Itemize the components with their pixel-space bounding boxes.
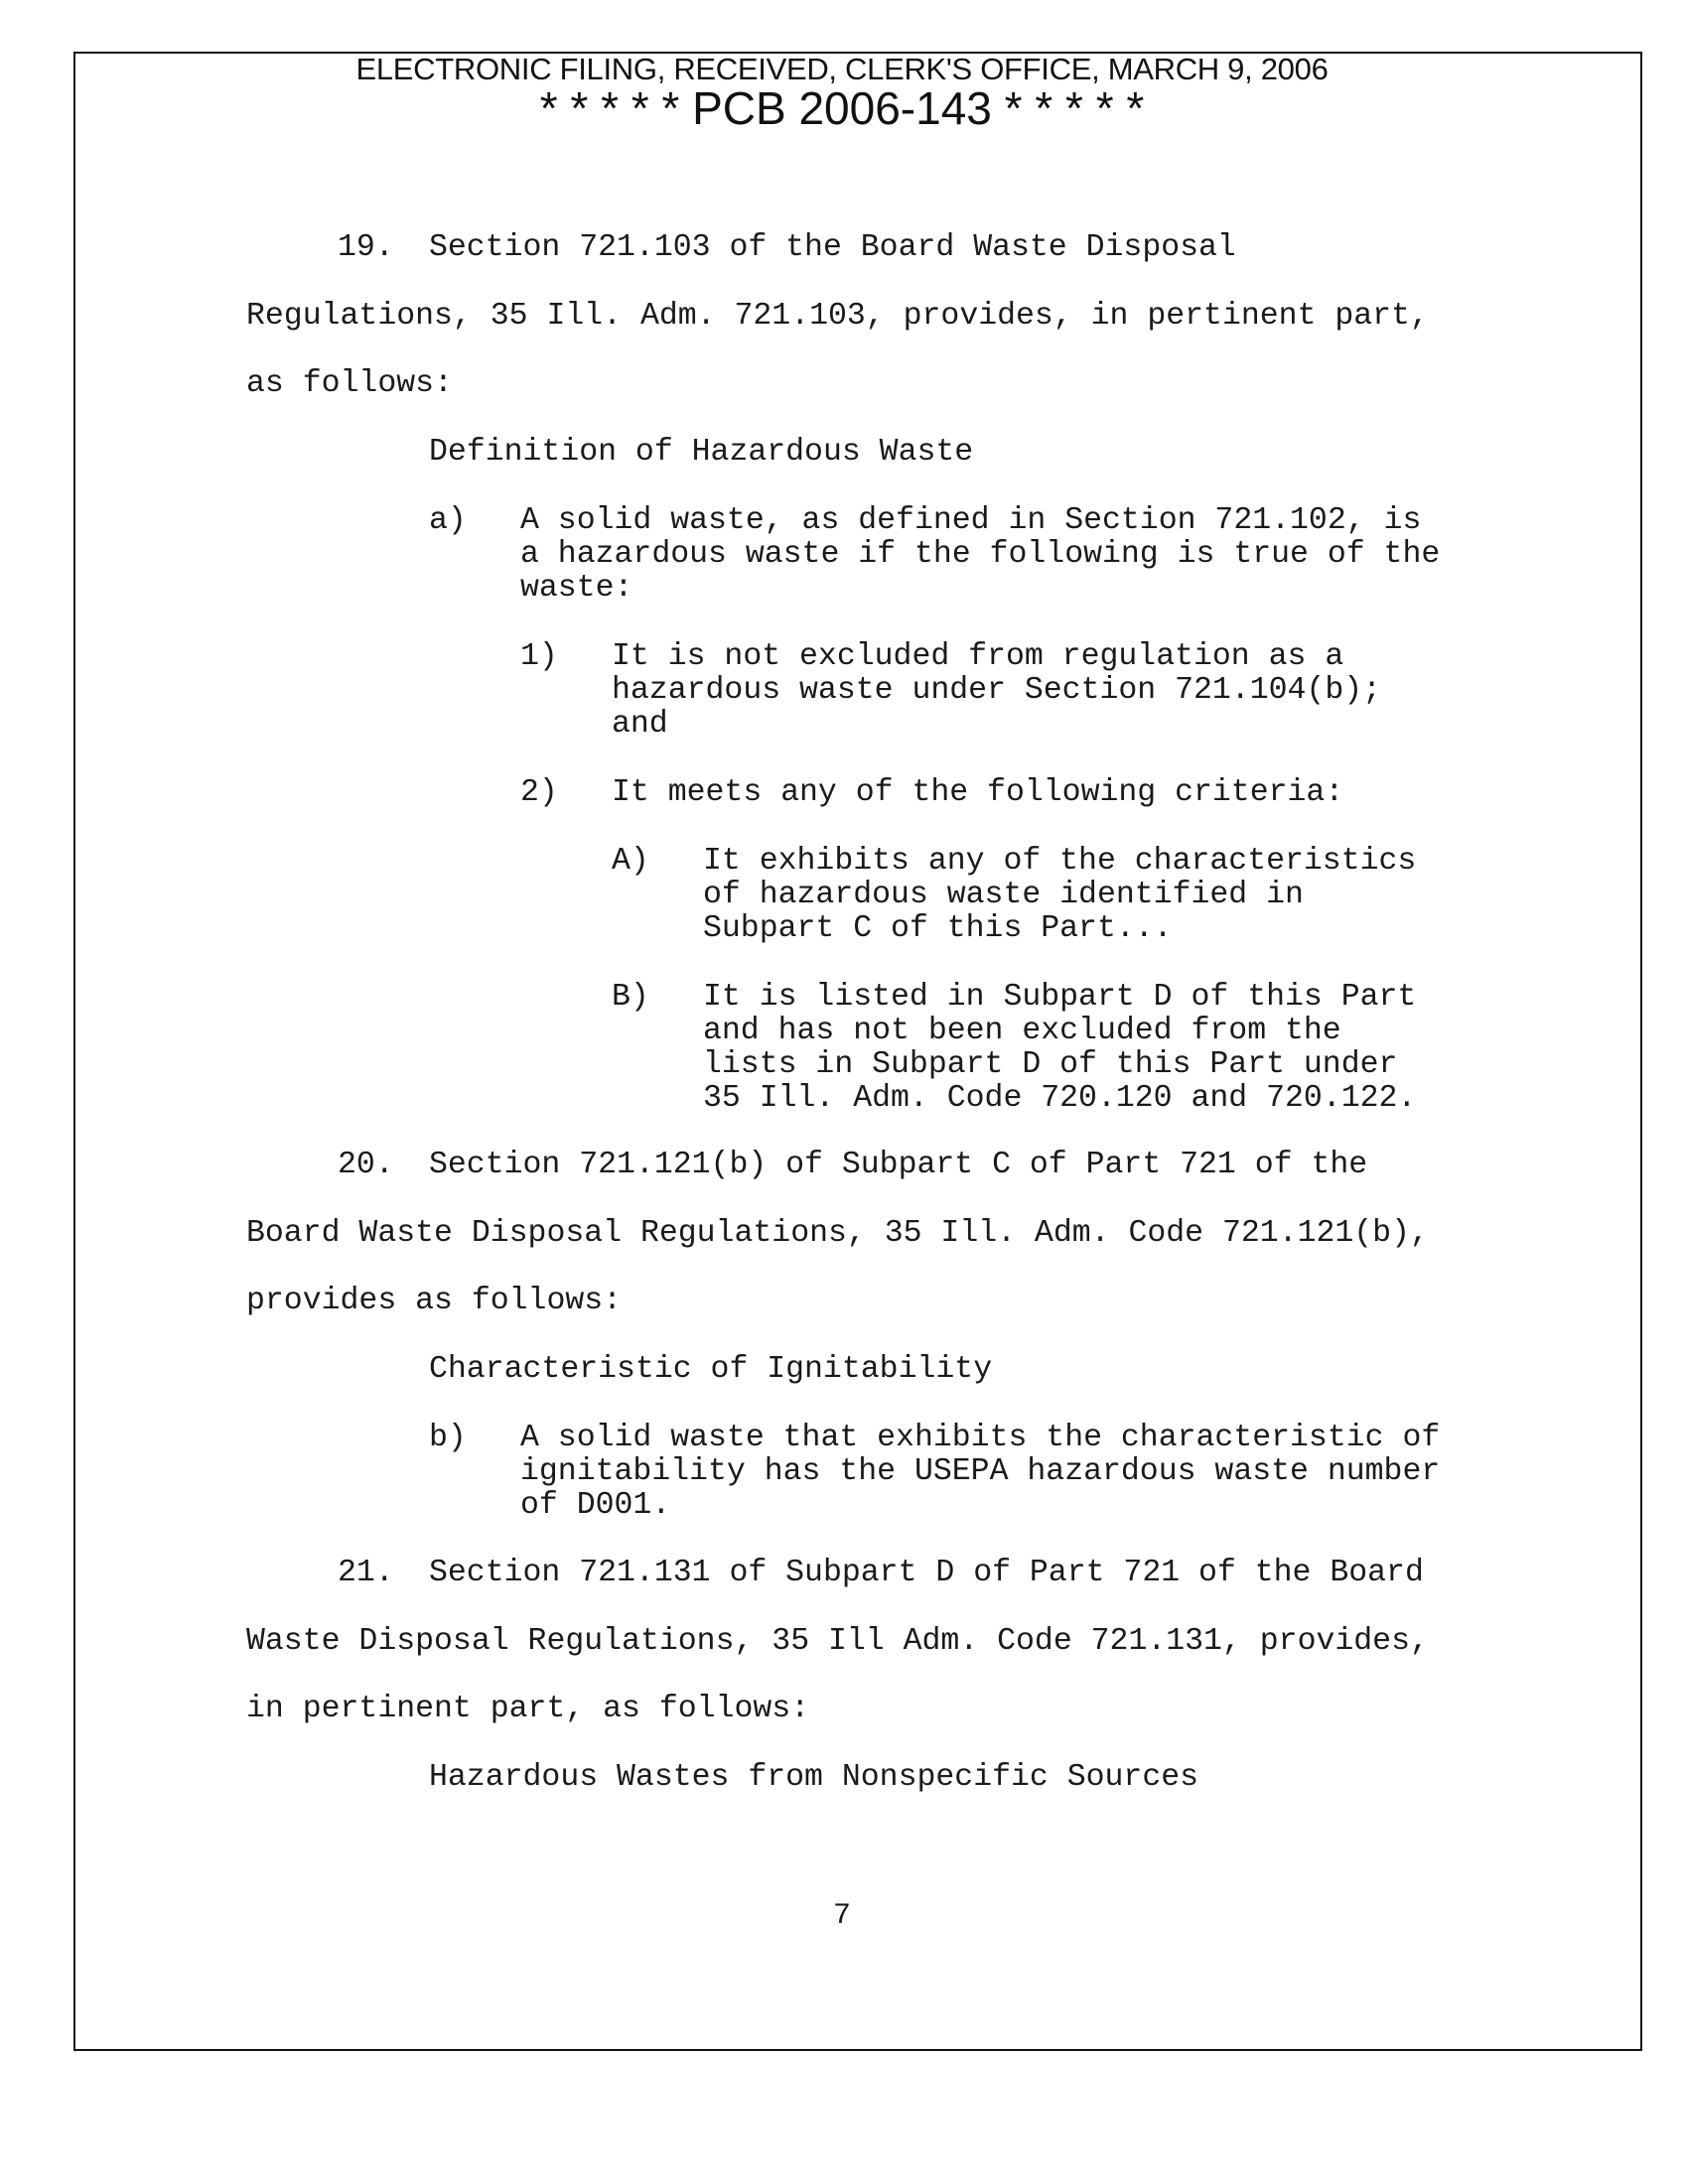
paragraph-text: Board Waste Disposal Regulations, 35 Ill. Adm. Code 721.121(b),: [246, 1216, 1429, 1251]
paragraph-text: in pertinent part, as follows:: [246, 1692, 810, 1726]
list-item-text: ignitability has the USEPA hazardous waste number: [520, 1454, 1441, 1489]
section-heading: Definition of Hazardous Waste: [429, 435, 974, 470]
list-item-text: A solid waste, as defined in Section 721.102, is: [520, 503, 1422, 538]
paragraph-text: Section 721.131 of Subpart D of Part 721 of the Board: [429, 1556, 1424, 1590]
list-marker: 1): [520, 639, 558, 674]
list-marker: 2): [520, 775, 558, 810]
list-marker: a): [429, 503, 467, 538]
list-item-text: and: [612, 707, 668, 742]
paragraph-text: as follows:: [246, 366, 453, 401]
list-item-text: of D001.: [520, 1488, 671, 1523]
list-item-text: of hazardous waste identified in: [703, 878, 1304, 912]
paragraph-text: Waste Disposal Regulations, 35 Ill Adm. Code 721.131, provides,: [246, 1624, 1429, 1659]
list-item-text: hazardous waste under Section 721.104(b);: [612, 673, 1382, 708]
section-heading: Hazardous Wastes from Nonspecific Sources: [429, 1760, 1199, 1795]
paragraph-text: Section 721.103 of the Board Waste Disposal: [429, 230, 1236, 265]
paragraph-text: Section 721.121(b) of Subpart C of Part 721 of the: [429, 1148, 1368, 1182]
list-item-text: It is not excluded from regulation as a: [612, 639, 1344, 674]
section-heading: Characteristic of Ignitability: [429, 1352, 993, 1387]
paragraph-number: 20.: [338, 1148, 394, 1182]
list-marker: A): [612, 844, 649, 879]
list-item-text: It is listed in Subpart D of this Part: [703, 980, 1417, 1015]
list-marker: b): [429, 1421, 467, 1455]
list-item-text: lists in Subpart D of this Part under: [703, 1047, 1398, 1082]
list-item-text: Subpart C of this Part...: [703, 911, 1173, 946]
paragraph-text: provides as follows:: [246, 1284, 623, 1318]
list-item-text: It meets any of the following criteria:: [612, 775, 1344, 810]
list-item-text: waste:: [520, 571, 633, 606]
list-item-text: A solid waste that exhibits the characteristic of: [520, 1421, 1441, 1455]
list-item-text: 35 Ill. Adm. Code 720.120 and 720.122.: [703, 1081, 1417, 1116]
filing-stamp: ELECTRONIC FILING, RECEIVED, CLERK'S OFFICE, MARCH 9, 2006: [355, 52, 1329, 86]
paragraph-text: Regulations, 35 Ill. Adm. 721.103, provides, in pertinent part,: [246, 299, 1429, 334]
page-number: 7: [832, 1899, 851, 1933]
list-item-text: It exhibits any of the characteristics: [703, 844, 1417, 879]
list-item-text: a hazardous waste if the following is true of the: [520, 537, 1441, 572]
case-number: * * * * * PCB 2006-143 * * * * *: [539, 82, 1145, 134]
list-marker: B): [612, 980, 649, 1015]
paragraph-number: 21.: [338, 1556, 394, 1590]
list-item-text: and has not been excluded from the: [703, 1014, 1341, 1048]
paragraph-number: 19.: [338, 230, 394, 265]
